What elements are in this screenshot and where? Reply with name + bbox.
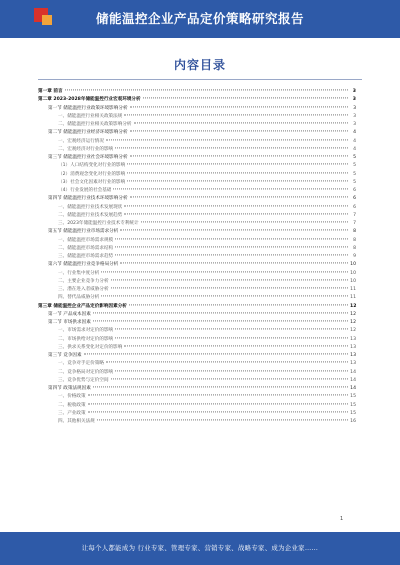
- toc-entry[interactable]: [38, 245, 356, 253]
- toc-entry[interactable]: [38, 154, 356, 162]
- toc-entry[interactable]: [38, 96, 356, 104]
- toc-entry-page: 12: [350, 328, 356, 334]
- toc-leader-dots: [115, 254, 348, 255]
- toc-leader-dots: [88, 403, 348, 404]
- toc-leader-dots: [115, 337, 348, 338]
- toc-entry[interactable]: [38, 393, 356, 401]
- toc-entry[interactable]: [38, 344, 356, 352]
- toc-leader-dots: [93, 320, 348, 321]
- toc-leader-dots: [130, 131, 348, 132]
- toc-entry-page: 3: [352, 97, 356, 103]
- toc-leader-dots: [130, 155, 348, 156]
- toc-entry[interactable]: [38, 146, 356, 154]
- toc-entry[interactable]: [38, 228, 356, 236]
- toc-entry[interactable]: [38, 278, 356, 286]
- toc-leader-dots: [111, 287, 348, 288]
- toc-leader-dots: [115, 370, 348, 371]
- toc-entry-page: 10: [350, 278, 356, 284]
- toc-entry-text: 一、市场需求对定价的影响: [58, 328, 114, 334]
- toc-entry-text: 一、价格政策: [58, 394, 86, 400]
- header-bar: [0, 0, 400, 38]
- toc-leader-dots: [115, 147, 348, 148]
- toc-entry-page: 13: [350, 353, 356, 358]
- toc-leader-dots: [106, 362, 348, 363]
- toc-entry-page: 5: [353, 163, 356, 169]
- toc-heading: 内容目录: [173, 58, 226, 72]
- toc-entry[interactable]: [38, 303, 356, 311]
- toc-entry-page: 15: [350, 402, 356, 408]
- table-of-contents: [38, 88, 356, 426]
- toc-entry-text: 第一节 产品成本因素: [48, 311, 91, 317]
- toc-leader-dots: [88, 411, 348, 412]
- toc-entry-page: 3: [353, 113, 356, 119]
- toc-entry-text: 二、市场供给对定价的影响: [58, 336, 114, 342]
- toc-entry-page: 4: [353, 130, 356, 136]
- toc-entry-page: 14: [350, 377, 356, 383]
- toc-entry[interactable]: [38, 220, 356, 228]
- toc-leader-dots: [130, 106, 348, 107]
- toc-leader-dots: [97, 419, 348, 420]
- toc-entry-text: 二、宏观经济对行业的影响: [58, 146, 114, 152]
- toc-entry-page: 11: [350, 287, 356, 292]
- toc-entry-page: 16: [350, 419, 356, 424]
- toc-entry-text: 一、行业集中度分析: [58, 270, 100, 276]
- title-divider: [38, 79, 362, 80]
- toc-entry-text: 一、竞争对手定价策略: [58, 361, 104, 367]
- toc-leader-dots: [93, 312, 348, 313]
- toc-leader-dots: [141, 221, 348, 222]
- toc-entry-page: 12: [350, 311, 356, 317]
- toc-entry[interactable]: [38, 195, 356, 203]
- toc-entry-text: 四、其他相关法规: [58, 419, 95, 424]
- toc-entry[interactable]: [38, 352, 356, 360]
- toc-entry[interactable]: [38, 261, 356, 269]
- toc-leader-dots: [124, 213, 348, 214]
- toc-entry[interactable]: [38, 113, 356, 121]
- toc-entry-text: 一、宏观经济运行情况: [58, 138, 104, 144]
- toc-entry[interactable]: [38, 121, 356, 129]
- toc-leader-dots: [111, 279, 348, 280]
- toc-entry-text: 一、储能温控行业技术发展现状: [58, 204, 123, 210]
- toc-entry[interactable]: [38, 311, 356, 319]
- toc-entry[interactable]: [38, 187, 356, 195]
- toc-entry-page: 12: [350, 320, 356, 325]
- toc-entry-text: 一、储能温控行业相关政策法规: [58, 113, 123, 119]
- toc-entry-text: 一、储能温控市场需求规模: [58, 237, 114, 243]
- toc-entry-page: 7: [353, 212, 356, 218]
- toc-leader-dots: [143, 98, 348, 99]
- toc-entry-text: 第三章 储能温控企业产品定价影响因素分析: [38, 303, 127, 309]
- toc-entry[interactable]: [38, 212, 356, 220]
- toc-entry-page: 5: [353, 171, 356, 177]
- toc-entry-page: 4: [353, 146, 356, 152]
- toc-entry-page: 14: [350, 369, 356, 375]
- toc-leader-dots: [124, 114, 348, 115]
- toc-entry-page: 15: [350, 394, 356, 400]
- toc-entry-text: （1）人口结构变化对行业的影响: [58, 163, 126, 169]
- toc-entry-text: 二、储能温控行业技术发展趋势: [58, 212, 123, 218]
- toc-entry-text: 三、产业政策: [58, 410, 86, 416]
- toc-entry-page: 8: [353, 229, 356, 235]
- toc-entry[interactable]: [38, 377, 356, 385]
- toc-entry[interactable]: [38, 327, 356, 335]
- toc-entry[interactable]: [38, 162, 356, 170]
- toc-entry-page: 8: [353, 245, 356, 251]
- toc-entry[interactable]: [38, 237, 356, 245]
- toc-entry[interactable]: [38, 204, 356, 212]
- toc-leader-dots: [124, 345, 348, 346]
- toc-leader-dots: [111, 378, 348, 379]
- toc-entry-text: 二、竞争格局对定价的影响: [58, 369, 114, 375]
- toc-entry-text: 第一节 储能温控行业政策环境影响分析: [48, 105, 128, 111]
- toc-entry[interactable]: [38, 270, 356, 278]
- footer-slogan: 让每个人都能成为 行业专家、管理专家、营销专家、战略专家、成为企业家……: [81, 544, 319, 552]
- toc-entry-text: 第二节 储能温控行业经济环境影响分析: [48, 130, 128, 136]
- toc-entry-text: 三、供求关系变化对定价的影响: [58, 344, 123, 350]
- toc-entry[interactable]: [38, 360, 356, 368]
- toc-entry-page: 6: [353, 204, 356, 210]
- toc-entry[interactable]: [38, 336, 356, 344]
- toc-entry-page: 3: [352, 89, 356, 94]
- toc-entry-page: 14: [350, 386, 356, 391]
- toc-leader-dots: [115, 329, 348, 330]
- toc-entry-page: 13: [350, 361, 356, 367]
- toc-entry[interactable]: [38, 410, 356, 418]
- toc-leader-dots: [134, 122, 348, 123]
- toc-entry-text: 第六节 储能温控行业竞争格局分析: [48, 262, 119, 268]
- toc-entry-text: （4）行业发展的社会基础: [58, 188, 112, 193]
- page-number: 1: [340, 516, 344, 522]
- toc-entry-text: 三、竞争优势与定价空间: [58, 377, 109, 383]
- toc-entry-page: 13: [350, 336, 356, 342]
- toc-entry-text: 二、税收政策: [58, 402, 86, 408]
- footer-bar: [0, 532, 400, 565]
- toc-entry-text: 二、储能温控行业相关政策影响分析: [58, 122, 132, 127]
- toc-leader-dots: [101, 296, 348, 297]
- toc-entry-text: 四、替代品威胁分析: [58, 295, 100, 301]
- toc-entry-page: 10: [350, 270, 356, 276]
- toc-leader-dots: [127, 172, 348, 173]
- toc-entry-page: 9: [353, 254, 356, 259]
- toc-entry[interactable]: [38, 253, 356, 261]
- toc-leader-dots: [84, 353, 348, 354]
- toc-entry-text: 三、潜在进入者威胁分析: [58, 287, 109, 292]
- toc-entry[interactable]: [38, 402, 356, 410]
- toc-entry-page: 13: [350, 344, 356, 350]
- toc-entry-page: 15: [350, 410, 356, 416]
- toc-entry-text: 第一章 前言: [38, 89, 63, 94]
- toc-entry-page: 6: [353, 188, 356, 193]
- toc-entry[interactable]: [38, 418, 356, 426]
- toc-entry-page: 5: [353, 179, 356, 185]
- toc-entry-text: 第三节 储能温控行业社会环境影响分析: [48, 155, 128, 160]
- toc-entry-text: 二、储能温控市场需求结构: [58, 245, 114, 251]
- toc-leader-dots: [101, 271, 348, 272]
- toc-leader-dots: [113, 188, 348, 189]
- toc-leader-dots: [65, 89, 348, 90]
- toc-entry[interactable]: [38, 105, 356, 113]
- toc-entry[interactable]: [38, 369, 356, 377]
- toc-entry[interactable]: [38, 129, 356, 137]
- toc-leader-dots: [106, 139, 348, 140]
- toc-entry[interactable]: [38, 88, 356, 96]
- toc-leader-dots: [120, 263, 348, 264]
- toc-entry[interactable]: [38, 385, 356, 393]
- toc-entry-text: 第五节 储能温控行业市场需求分析: [48, 229, 119, 235]
- toc-leader-dots: [129, 304, 348, 305]
- report-title: 储能温控企业产品定价策略研究报告: [95, 11, 304, 26]
- toc-entry-page: 5: [353, 155, 356, 160]
- toc-entry-text: 第二章 2023-2028年储能温控行业宏观环境分析: [38, 97, 141, 103]
- toc-entry-text: （2）消费观念变化对行业的影响: [58, 171, 126, 177]
- toc-leader-dots: [124, 205, 348, 206]
- toc-leader-dots: [127, 164, 348, 165]
- toc-leader-dots: [127, 180, 348, 181]
- toc-entry[interactable]: [38, 179, 356, 187]
- toc-entry-page: 8: [353, 237, 356, 243]
- toc-entry-text: 第三节 竞争因素: [48, 353, 82, 358]
- toc-entry-text: 三、2023年储能温控行业技术专利统计: [58, 221, 139, 226]
- toc-entry[interactable]: [38, 171, 356, 179]
- toc-entry[interactable]: [38, 286, 356, 294]
- toc-leader-dots: [88, 395, 348, 396]
- toc-entry-text: 第二节 市场供求因素: [48, 320, 91, 325]
- toc-entry-text: 第四节 储能温控行业技术环境影响分析: [48, 196, 128, 202]
- toc-entry[interactable]: [38, 294, 356, 302]
- toc-leader-dots: [130, 197, 348, 198]
- toc-leader-dots: [115, 246, 348, 247]
- toc-entry-page: 7: [353, 221, 356, 226]
- toc-entry-page: 11: [350, 295, 356, 301]
- toc-entry[interactable]: [38, 138, 356, 146]
- toc-leader-dots: [120, 230, 348, 231]
- toc-leader-dots: [93, 386, 348, 387]
- toc-entry-page: 12: [350, 303, 357, 309]
- toc-entry-text: （3）社会文化因素对行业的影响: [58, 179, 126, 185]
- toc-leader-dots: [115, 238, 348, 239]
- toc-entry-text: 二、主要企业竞争力分析: [58, 278, 109, 284]
- toc-entry-text: 第四节 政策法规因素: [48, 386, 91, 391]
- toc-entry-text: 三、储能温控市场需求趋势: [58, 254, 114, 259]
- toc-entry-page: 10: [350, 262, 356, 268]
- toc-entry[interactable]: [38, 319, 356, 327]
- toc-entry-page: 3: [353, 105, 356, 111]
- toc-entry-page: 4: [353, 138, 356, 144]
- toc-entry-page: 3: [353, 122, 356, 127]
- toc-entry-page: 6: [353, 196, 356, 202]
